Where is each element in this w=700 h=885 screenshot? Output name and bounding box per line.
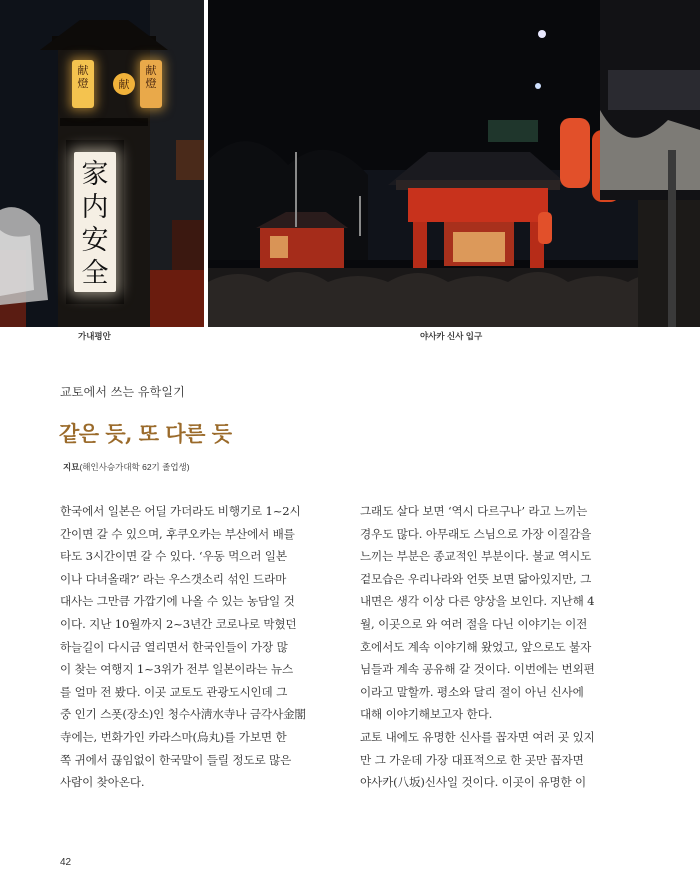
plaque-char-2: 内 [81,192,109,223]
body-line: 중 인기 스폿(장소)인 청수사淸水寺나 금각사金閣 [60,707,306,722]
body-line: 느끼는 부분은 종교적인 부분이다. 불교 역시도 [360,549,592,564]
author-affiliation: (해인사승가대학 62기 졸업생) [79,462,190,472]
body-line: 대사는 그만큼 가깝기에 나올 수 있는 농담일 것 [60,594,295,609]
body-line: 이다. 지난 10월까지 2~3년간 코로나로 막혔던 [60,616,297,631]
small-lantern-left [72,60,94,108]
body-line: 이 찾는 여행지 1~3위가 전부 일본이라는 뉴스 [60,662,294,677]
body-line: 를 얼마 전 봤다. 이곳 교토도 관광도시인데 그 [60,684,288,699]
body-line: 이나 다녀올래?’ 라는 우스갯소리 섞인 드라마 [60,571,287,586]
body-line: 호에서도 계속 이야기해 왔었고, 앞으로도 불자 [360,639,592,654]
body-line: 간이면 갈 수 있으며, 후쿠오카는 부산에서 배를 [60,526,295,541]
body-line: 사람이 찾아온다. [60,775,145,790]
small-lantern-left-char-1: 献 [77,64,89,77]
body-column-left [60,500,322,794]
body-line: 한국에서 일본은 어딜 가더라도 비행기로 1~2시 [60,504,301,518]
body-line: 경우도 많다. 아무래도 스님으로 가장 이질감을 [360,526,592,541]
page-number: 42 [60,857,72,868]
body-line: 그래도 살다 보면 ‘역시 다르구나’ 라고 느끼는 [360,504,588,518]
photo-caption-right: 야사카 신사 입구 [420,331,483,341]
photo-yasaka-shrine-entrance [208,0,700,327]
shrine-gate-scene-illustration [208,0,700,327]
body-line: 님들과 계속 공유해 갈 것이다. 이번에는 번외편 [360,662,595,677]
body-line: 야사카(八坂)신사일 것이다. 이곳이 유명한 이 [360,775,587,790]
plaque-char-3: 安 [81,225,109,256]
photo-caption-left: 가내평안 [78,331,111,341]
author-credit [63,461,190,473]
photo-household-lantern [0,0,204,327]
small-lantern-right [140,60,162,108]
body-line: 하늘길이 다시금 열리면서 한국인들이 가장 많 [60,639,288,654]
plaque-char-4: 全 [81,258,109,289]
body-line: 월, 이곳으로 와 여러 절을 다닌 이야기는 이전 [360,616,588,631]
series-label: 교토에서 쓰는 유학일기 [60,385,185,399]
lantern-plaque [74,152,116,292]
small-lantern-right-char-2: 燈 [145,77,157,90]
body-line: 타도 3시간이면 갈 수 있다. ‘우동 먹으러 일본 [60,549,287,564]
small-lantern-left-char-2: 燈 [77,77,89,90]
body-column-right [360,500,622,794]
small-lantern-right-char-1: 献 [145,64,157,77]
body-line: 겉모습은 우리나라와 언뜻 보면 닮아있지만, 그 [360,571,592,586]
plaque-char-1: 家 [81,159,109,190]
body-line: 만 그 가운데 가장 대표적으로 한 곳만 꼽자면 [360,752,584,767]
body-line: 이라고 말할까. 평소와 달리 절이 아닌 신사에 [360,684,584,699]
body-line: 대해 이야기해보고자 한다. [360,707,493,722]
body-line: 寺에는, 번화가인 카라스마(烏丸)를 가보면 한 [60,729,287,744]
author-name: 지묘 [63,462,80,472]
body-line: 쪽 귀에서 끊임없이 한국말이 들릴 정도로 많은 [60,752,292,767]
body-line: 내면은 생각 이상 다른 양상을 보인다. 지난해 4 [360,594,595,609]
small-lantern-center-char: 献 [118,78,130,91]
article-title: 같은 듯, 또 다른 듯 [59,421,232,446]
body-line: 교토 내에도 유명한 신사를 꼽자면 여러 곳 있지 [360,729,595,744]
